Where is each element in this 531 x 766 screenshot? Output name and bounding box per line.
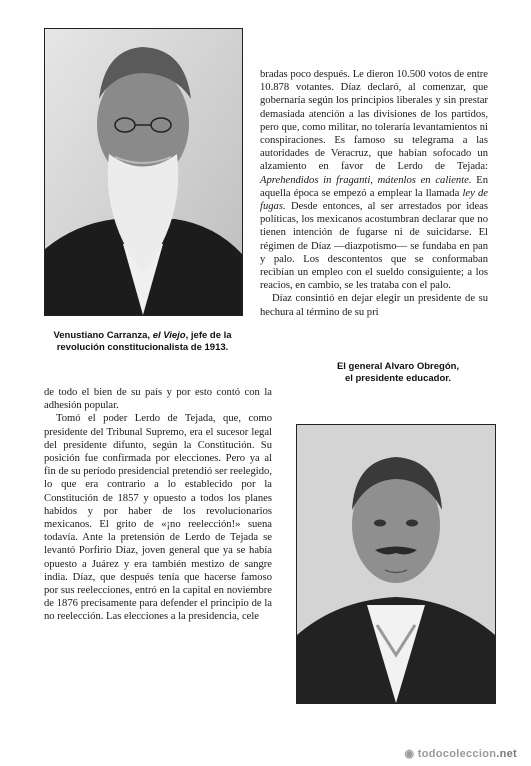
carranza-caption <box>44 330 241 354</box>
watermark-brand: todocoleccion <box>417 748 497 760</box>
carranza-photo <box>44 28 243 316</box>
right-paragraph-2: Díaz consintió en dejar elegir un presidente de su hechura al término de su pri <box>260 293 488 318</box>
obregon-caption: El general Alvaro Obregón, el presidente educador. <box>336 361 460 384</box>
caption-alias: el Viejo <box>152 330 186 341</box>
obregon-photo <box>296 424 496 704</box>
telegram-quote: Aprehendidos in fraganti, mátenlos en caliente. <box>260 174 472 186</box>
carranza-portrait-illustration <box>45 29 242 315</box>
caption-rest: , jefe de la revolución constitucionalista de 1913. <box>56 330 232 353</box>
watermark-icon: ◉ <box>404 748 415 760</box>
obregon-portrait-illustration <box>297 425 495 703</box>
ley-de-fugas-term: ley de fugas. <box>260 187 488 213</box>
left-paragraph-2: Tomó el poder Lerdo de Tejada, que, como presidente del Tribunal Supremo, era el sucesor legal del presidente difunto, según la Constitución. Su posición fue confirmada por elecciones. Pero ya al fin de su período presidencial pretendió ser reelegido, lo que era contrario a lo establecido por la Constitución de 1857 y opuesto a todos los planes habidos y por haber de los revolucionarios mexicanos. El grito de «¡no reelección!» suena todavía. Ante la pretensión de Lerdo de Tejada se levantó Porfirio Díaz, joven general que ya se había opuesto a Juárez y era también mestizo de sangre india. Díaz, que después tenía que hacerse famoso por sus reelecciones, entró en la capital en noviembre de 1876 precisamente para defender el principio de la no reelección. Las elecciones a la presidencia, cele <box>44 413 272 623</box>
caption-name: Venustiano Carranza, <box>53 330 153 341</box>
site-watermark <box>405 747 518 760</box>
left-paragraph-1: de todo el bien de su país y por esto contó con la adhesión popular. <box>44 387 272 412</box>
left-text-column <box>44 386 272 624</box>
watermark-suffix: .net <box>496 748 517 760</box>
right-paragraph-1: bradas poco después. Le dieron 10.500 votos de entre 10.878 votantes. Díaz declaró, al comenzar, que gobernaría según los principios liberales y sin prestar demasiada atención a las divisiones de los partidos, pero que, como militar, no toleraría levantamientos ni conspiraciones. Es famoso su telegrama a las autoridades de Veracruz, que habían sofocado un alzamiento en favor de Lerdo de Tejada: Aprehendidos in fraganti, mátenlos en caliente. En aquella época se empezó a emplear la llamada ley de fugas. Desde entonces, al ser arrestados por ideas políticas, los mexicanos acostumbran declarar que no tienen intención de fugarse ni de suicidarse. El régimen de Díaz —diazpotismo— se fundaba en pan y palo. Los descontentos que se conformaban recibían un empleo con el sueldo consiguiente; a los reacios, en cambio, se les trataba con el palo. <box>260 69 489 292</box>
right-text-column <box>260 68 488 319</box>
